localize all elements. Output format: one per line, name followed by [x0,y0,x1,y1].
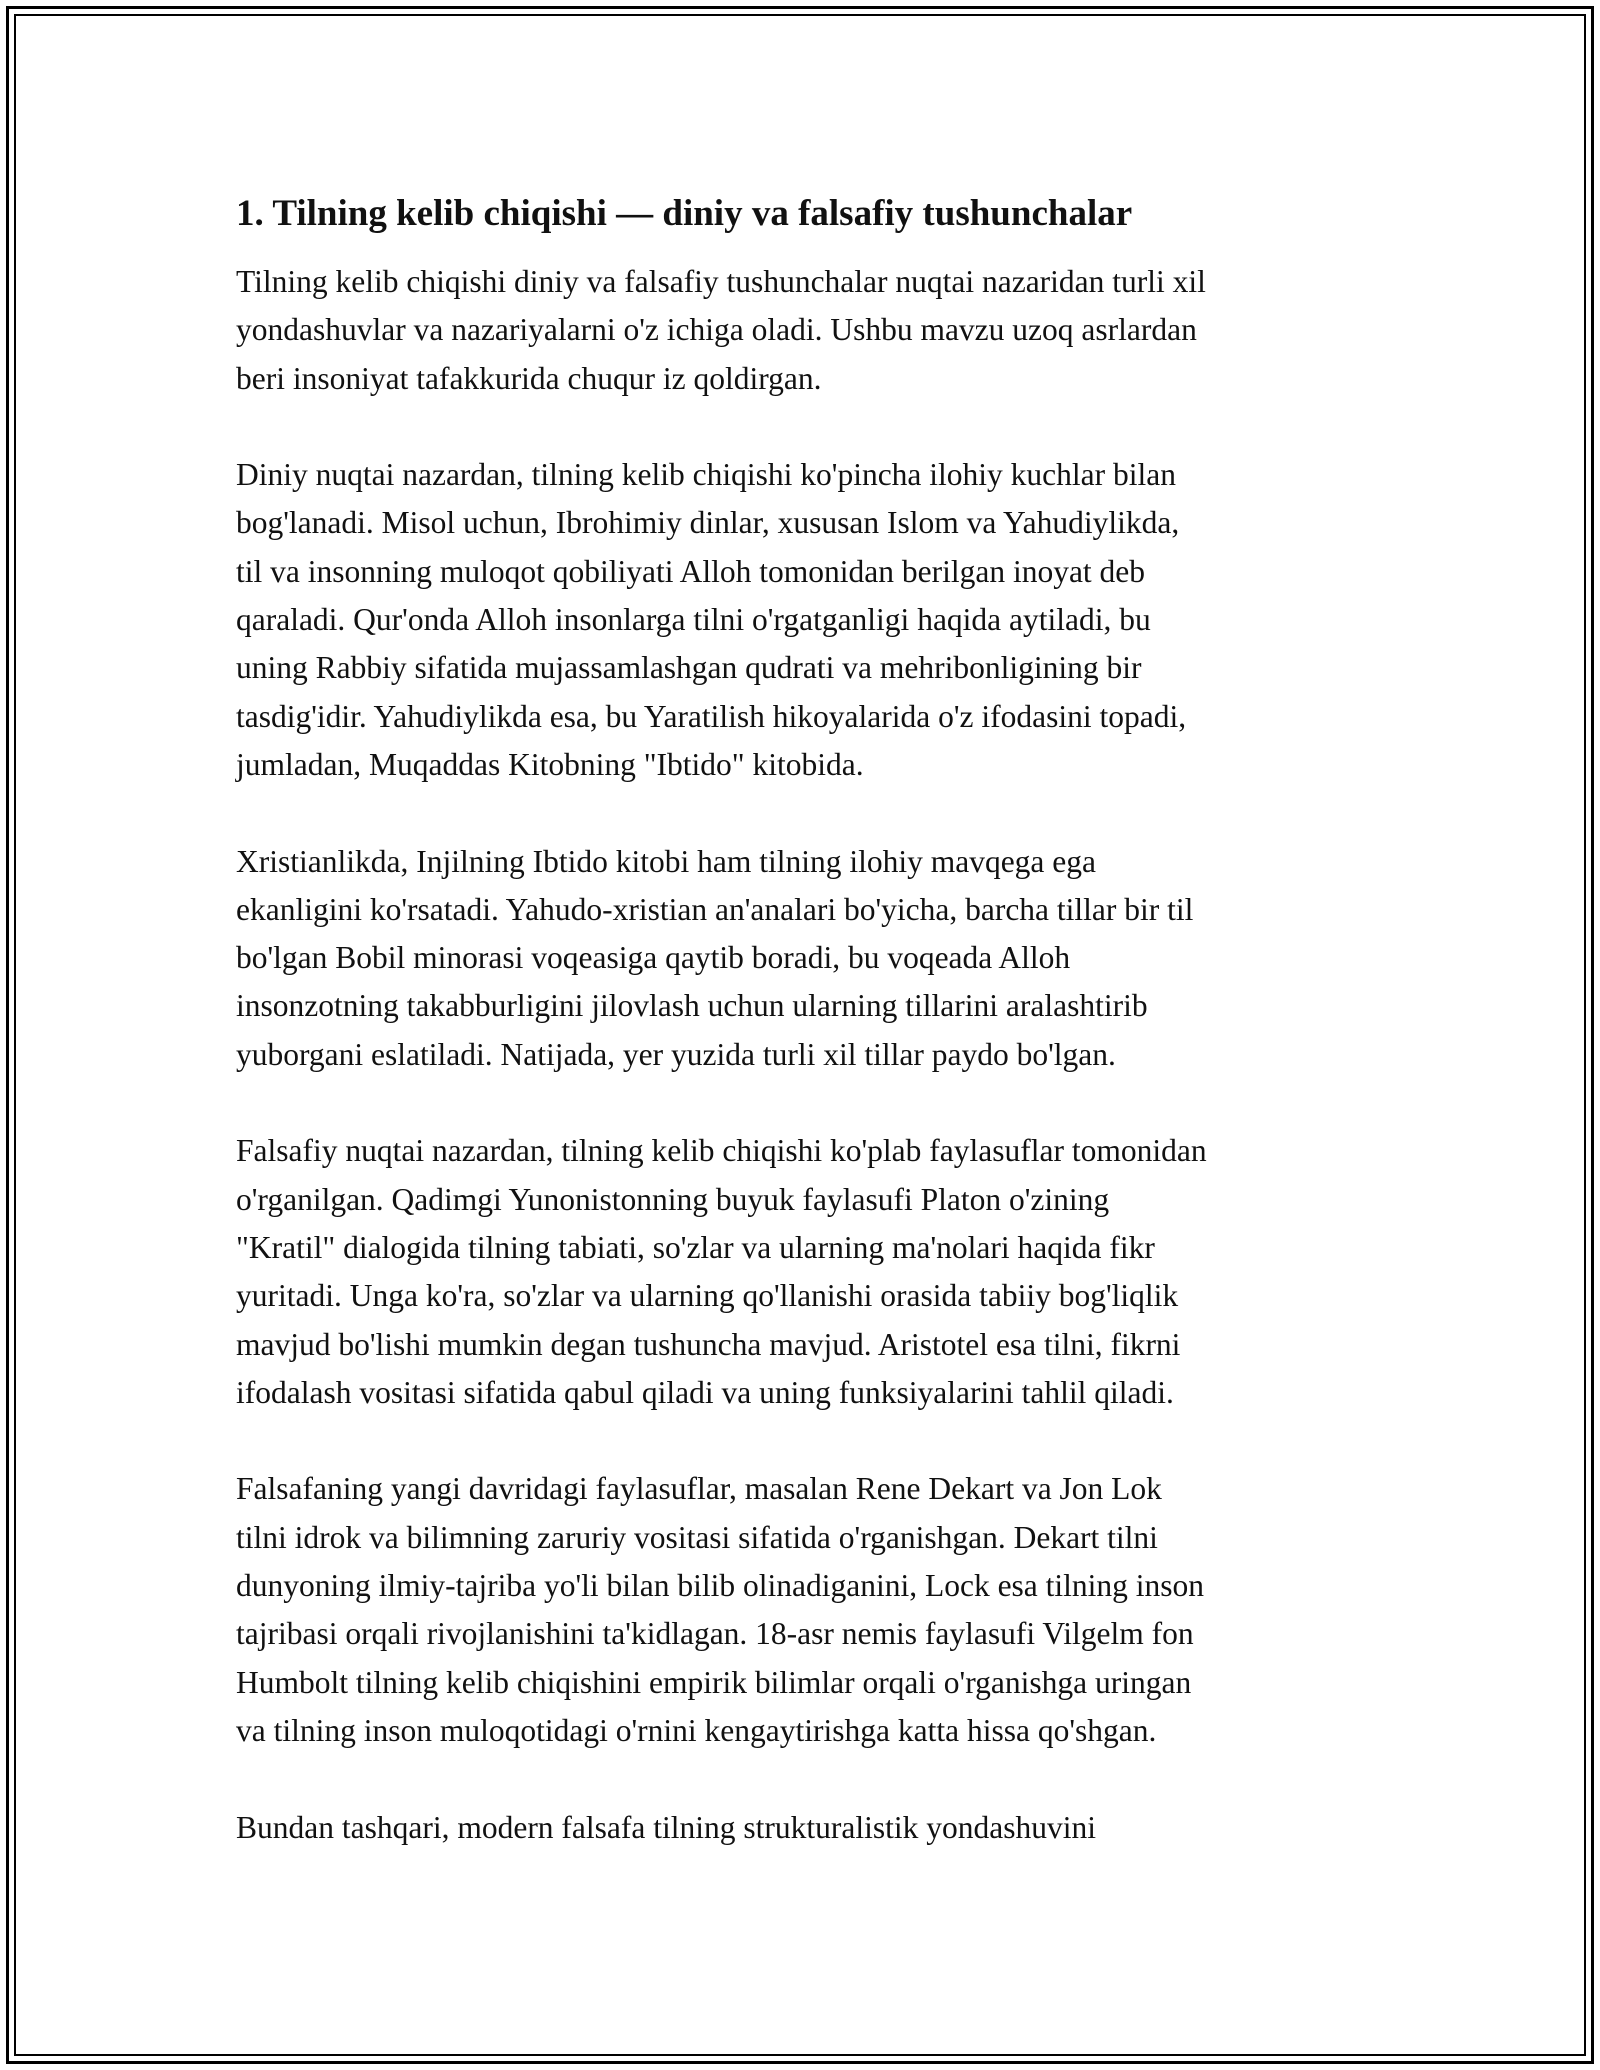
paragraph-modern-philosophers: Falsafaning yangi davridagi faylasuflar, masalan Rene Dekart va Jon Lok tilni idrok va bilimning zaruriy vositasi sifatida o'rganishgan. Dekart tilni dunyoning ilmiy-tajriba yo'li bilan bilib olinadiganini, Lock esa tilning inson tajribasi orqali rivojlanishini ta'kidlagan. 18-asr nemis faylasufi Vilgelm fon Humbolt tilning kelib chiqishini empirik bilimlar orqali o'rganishga uringan va tilning inson muloqotidagi o'rnini kengaytirishga katta hissa qo'shgan. [236,1471,1205,1748]
section-heading: 1. Tilning kelib chiqishi — diniy va falsafiy tushunchalar [236,193,1133,234]
paragraph-christianity: Xristianlikda, Injilning Ibtido kitobi ham tilning ilohiy mavqega ega ekanligini ko'rsatadi. Yahudo-xristian an'analari bo'yicha, barcha tillar bir til bo'lgan Bobil minorasi voqeasiga qaytib boradi, bu voqeada Alloh insonzotning takabburligini jilovlash uchun ularning tillarini aralashtirib yuborgani eslatiladi. Natijada, yer yuzida turli xil tillar paydo bo'lgan. [236,843,1194,1072]
paragraph-religious: Diniy nuqtai nazardan, tilning kelib chiqishi ko'pincha ilohiy kuchlar bilan bog'lanadi. Misol uchun, Ibrohimiy dinlar, xususan Islom va Yahudiylikda, til va insonning muloqot qobiliyati Alloh tomonidan berilgan inoyat deb qaraladi. Qur'onda Alloh insonlarga tilni o'rgatganligi haqida aytiladi, bu uning Rabbiy sifatida mujassamlashgan qudrati va mehribonligining bir tasdig'idir. Yahudiylikda esa, bu Yaratilish hikoyalarida o'z ifodasini topadi, jumladan, Muqaddas Kitobning "Ibtido" kitobida. [236,457,1187,782]
paragraph-philosophical: Falsafiy nuqtai nazardan, tilning kelib chiqishi ko'plab faylasuflar tomonidan o'rganilgan. Qadimgi Yunonistonning buyuk faylasufi Platon o'zining "Kratil" dialogida tilning tabiati, so'zlar va ularning ma'nolari haqida fikr yuritadi. Unga ko'ra, so'zlar va ularning qo'llanishi orasida tabiiy bog'liqlik mavjud bo'lishi mumkin degan tushuncha mavjud. Aristotel esa tilni, fikrni ifodalash vositasi sifatida qabul qiladi va uning funksiyalarini tahlil qiladi. [236,1133,1207,1410]
paragraph-continuation: Bundan tashqari, modern falsafa tilning strukturalistik yondashuvini [236,1809,1096,1845]
document-body [236,188,1386,1900]
paragraph-intro: Tilning kelib chiqishi diniy va falsafiy tushunchalar nuqtai nazaridan turli xil yondashuvlar va nazariyalarni o'z ichiga oladi. Ushbu mavzu uzoq asrlardan beri insoniyat tafakkurida chuqur iz qoldirgan. [236,264,1206,396]
